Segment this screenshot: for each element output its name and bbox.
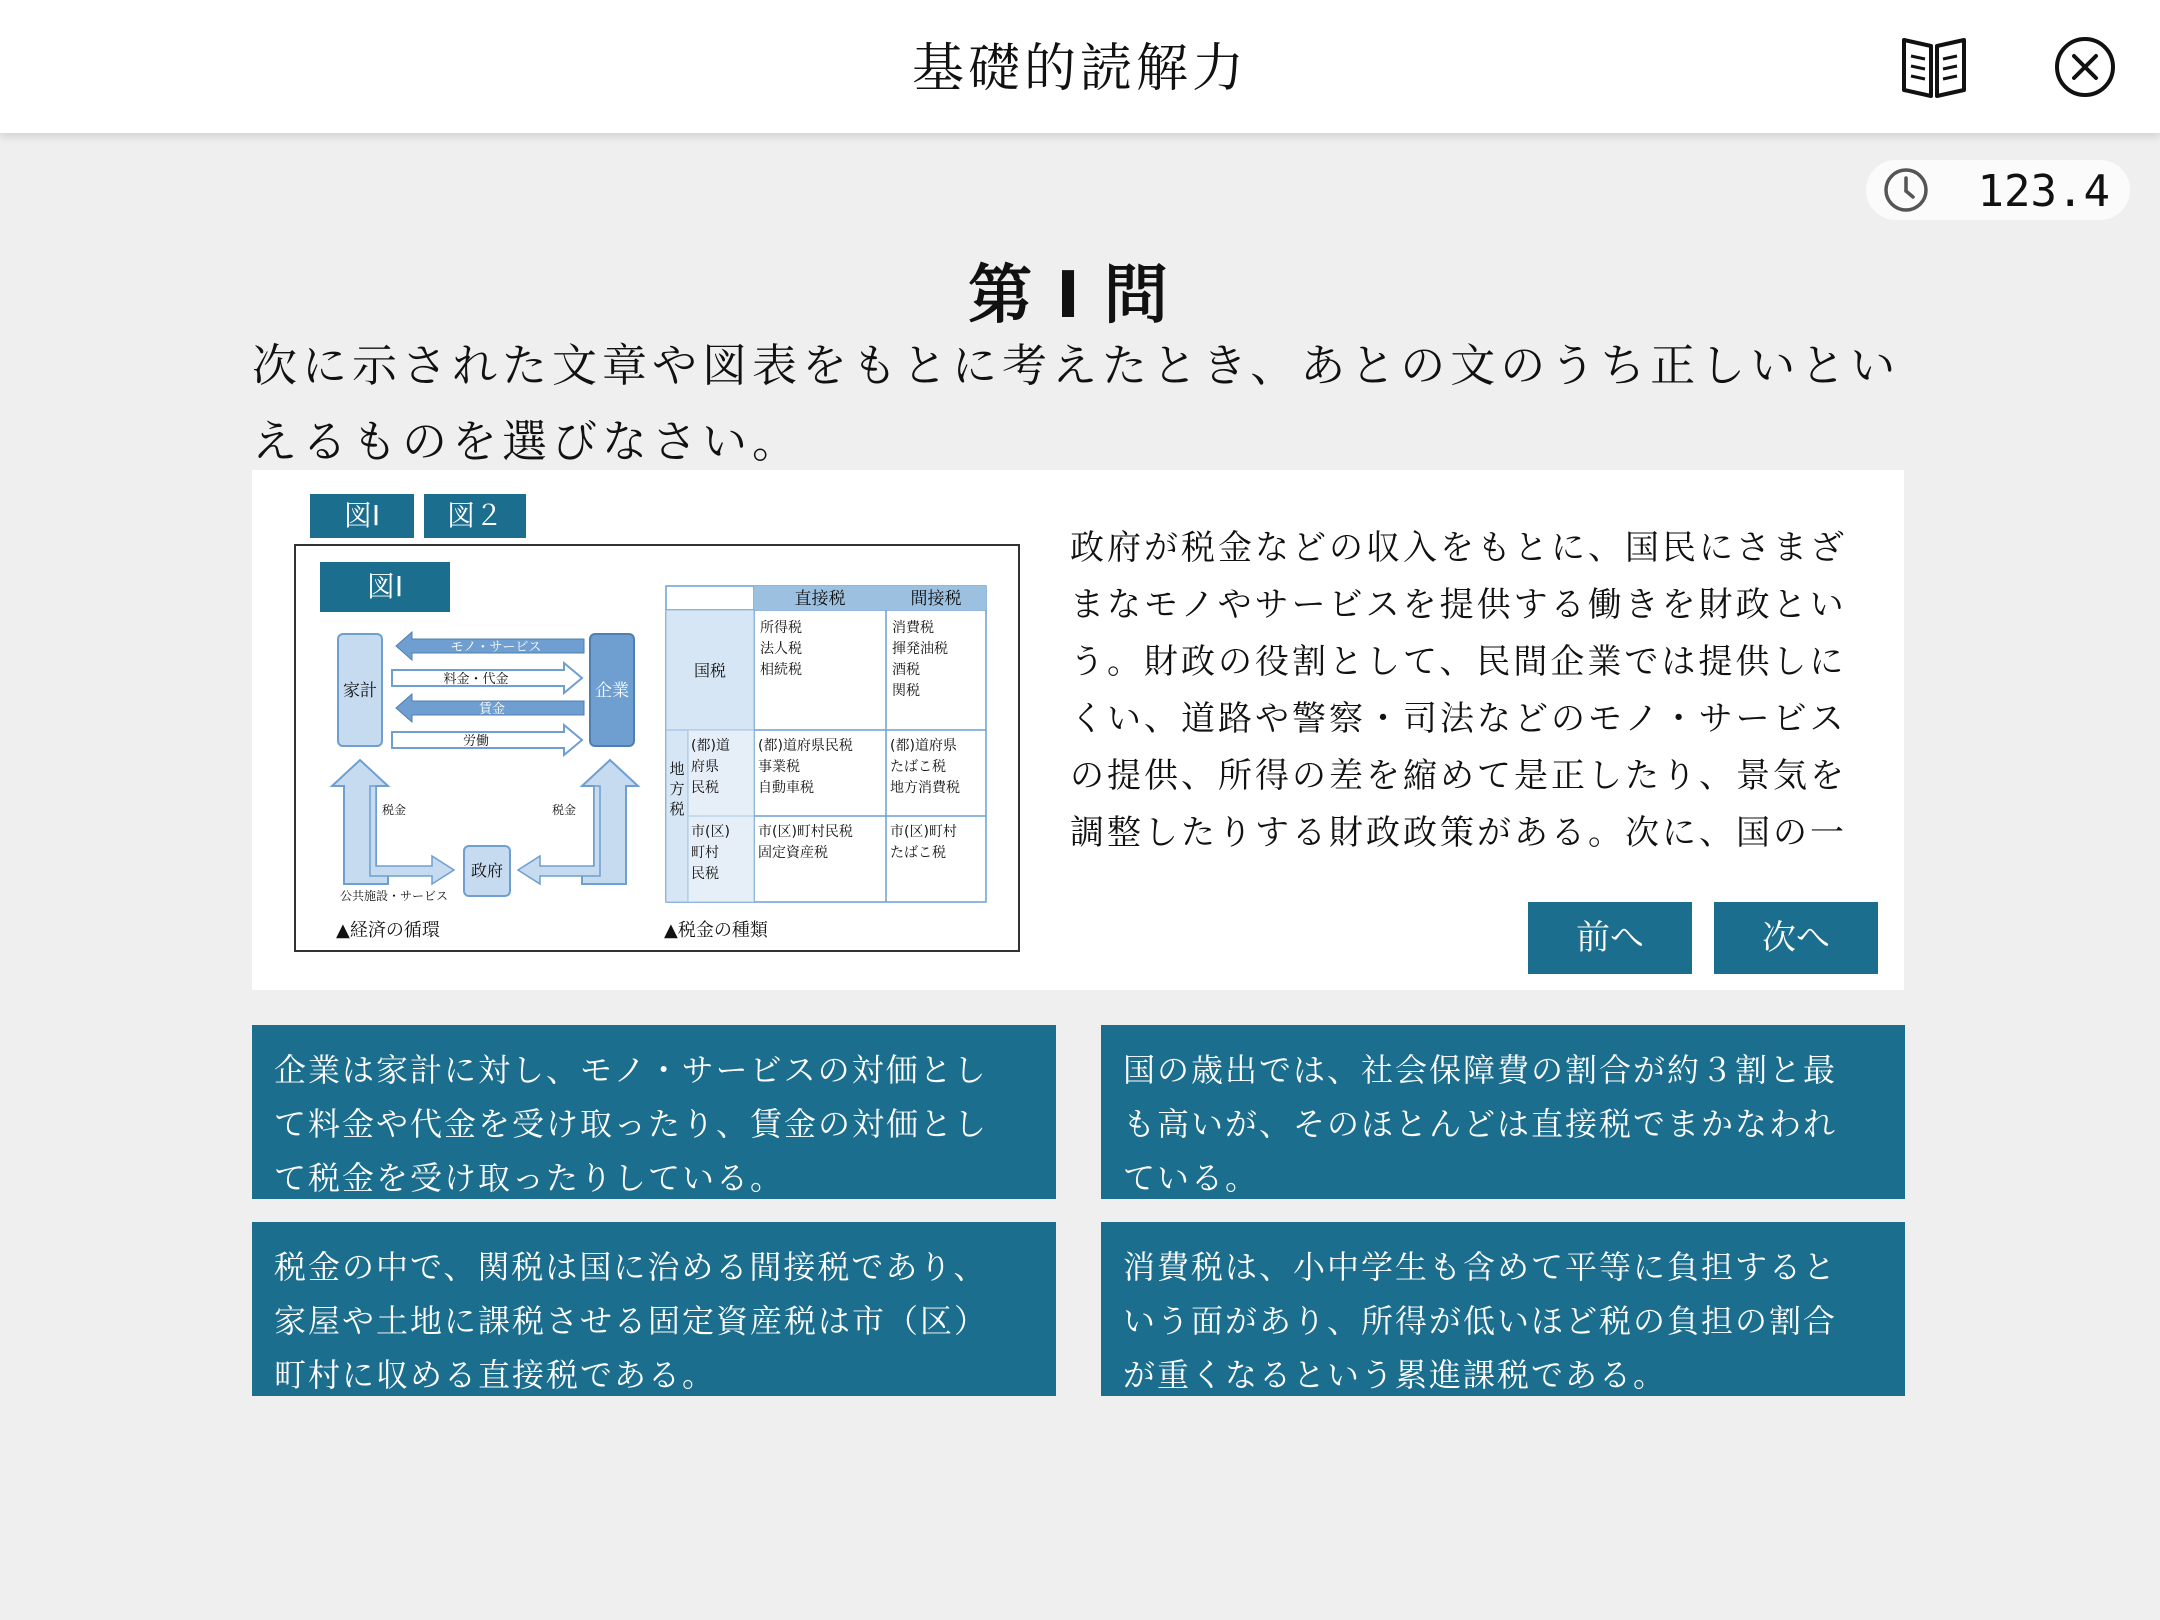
cell-pref-indirect-1: (都)道府県 bbox=[890, 738, 957, 754]
figure-image bbox=[294, 544, 1020, 952]
cell-muni-indirect-1: 市(区)町村 bbox=[890, 824, 957, 840]
passage-text: 政府が税金などの収入をもとに、国民にさまざ まなモノやサービスを提供する働きを財政とい う。財政の役割として、民間企業では提供しに くい、道路や警察・司法などのモノ・サービス の提供、所得の差を縮めて是正したり、景気を 調整したりする財政政策がある。次に、国の一 bbox=[1070, 528, 1847, 853]
cell-pref-direct-1: (都)道府県民税 bbox=[758, 738, 853, 754]
cell-pref-label-1: (都)道 bbox=[691, 738, 730, 754]
cell-pref-label-3: 民税 bbox=[691, 780, 719, 796]
close-icon[interactable] bbox=[2054, 36, 2116, 98]
cell-muni-label-3: 民税 bbox=[691, 866, 719, 882]
left-tax-label: 税金 bbox=[382, 803, 407, 817]
cell-national-indirect-1: 消費税 bbox=[892, 620, 934, 636]
table-caption: ▲税金の種類 bbox=[664, 920, 768, 941]
question-instruction bbox=[252, 328, 1912, 480]
table-header-direct: 直接税 bbox=[794, 589, 846, 609]
company-label: 企業 bbox=[595, 681, 629, 701]
cell-muni-label-1: 市(区) bbox=[691, 824, 730, 840]
answer-option-2[interactable]: 国の歳出では、社会保障費の割合が約３割と最 も高いが、そのほとんどは直接税でまかなわれ ている。 bbox=[1101, 1025, 1905, 1199]
cell-pref-indirect-2: たばこ税 bbox=[890, 759, 946, 775]
right-tax-label: 税金 bbox=[552, 803, 577, 817]
cell-pref-direct-2: 事業税 bbox=[758, 759, 800, 775]
cell-muni-label-2: 町村 bbox=[691, 845, 719, 861]
cell-pref-direct-3: 自動車税 bbox=[758, 780, 814, 796]
clock-icon bbox=[1882, 166, 1930, 214]
cell-muni-indirect-2: たばこ税 bbox=[890, 845, 946, 861]
left-tax-label bbox=[382, 802, 406, 817]
arrow-right-gov bbox=[518, 786, 600, 884]
arrow-fees-label: 料金・代金 bbox=[443, 672, 509, 687]
cell-pref-label-2: 府県 bbox=[691, 759, 719, 775]
table-local-label: 地方税 bbox=[669, 760, 685, 818]
tab-figure-2[interactable]: 図２ bbox=[424, 494, 526, 538]
tab-figure-1[interactable]: 図Ⅰ bbox=[310, 494, 414, 538]
book-icon[interactable] bbox=[1898, 30, 1970, 102]
timer-value: 123.4 bbox=[1977, 166, 2110, 217]
answer-option-1[interactable]: 企業は家計に対し、モノ・サービスの対価とし て料金や代金を受け取ったり、賃金の対価とし て税金を受け取ったりしている。 bbox=[252, 1025, 1056, 1199]
cell-muni-direct-2: 固定資産税 bbox=[758, 845, 828, 861]
cell-national-direct-3: 相続税 bbox=[760, 662, 802, 678]
table-national-label: 国税 bbox=[693, 661, 727, 680]
government-label: 政府 bbox=[470, 861, 504, 880]
left-public-label: 公共施設・サービス bbox=[340, 889, 449, 903]
table-header-indirect: 間接税 bbox=[910, 589, 962, 609]
next-button[interactable]: 次へ bbox=[1714, 902, 1878, 974]
cell-national-direct-1: 所得税 bbox=[760, 620, 802, 636]
figure-label: 図Ⅰ bbox=[320, 562, 450, 612]
arrow-left-gov bbox=[370, 786, 454, 884]
instruction-line-2: えるものを選びなさい。 bbox=[252, 415, 803, 468]
cell-national-direct-2: 法人税 bbox=[760, 641, 802, 657]
arrow-labor-label: 労働 bbox=[462, 734, 490, 749]
cell-pref-indirect-3: 地方消費税 bbox=[890, 780, 960, 796]
reading-panel bbox=[252, 470, 1904, 990]
prev-button[interactable]: 前へ bbox=[1528, 902, 1692, 974]
timer bbox=[1866, 160, 2130, 220]
cell-national-indirect-3: 酒税 bbox=[892, 662, 920, 678]
arrow-goods-label: モノ・サービス bbox=[450, 640, 542, 655]
app-header bbox=[0, 0, 2160, 133]
app-title: 基礎的読解力 bbox=[911, 39, 1248, 99]
cell-muni-direct-1: 市(区)町村民税 bbox=[758, 824, 853, 840]
cell-national-indirect-4: 関税 bbox=[892, 683, 920, 699]
cycle-caption: ▲経済の循環 bbox=[336, 920, 440, 941]
question-title: 第Ⅰ問 bbox=[968, 259, 1192, 333]
answer-option-4[interactable]: 消費税は、小中学生も含めて平等に負担すると いう面があり、所得が低いほど税の負担の割合 が重くなるという累進課税である。 bbox=[1101, 1222, 1905, 1396]
cell-national-indirect-2: 揮発油税 bbox=[892, 641, 948, 657]
arrow-wages-label: 賃金 bbox=[478, 702, 506, 717]
instruction-line-1: 次に示された文章や図表をもとに考えたとき、あとの文のうち正しいとい bbox=[252, 339, 1901, 392]
household-label: 家計 bbox=[343, 681, 377, 701]
answer-option-3[interactable]: 税金の中で、関税は国に治める間接税であり、 家屋や土地に課税させる固定資産税は市（区） 町村に収める直接税である。 bbox=[252, 1222, 1056, 1396]
